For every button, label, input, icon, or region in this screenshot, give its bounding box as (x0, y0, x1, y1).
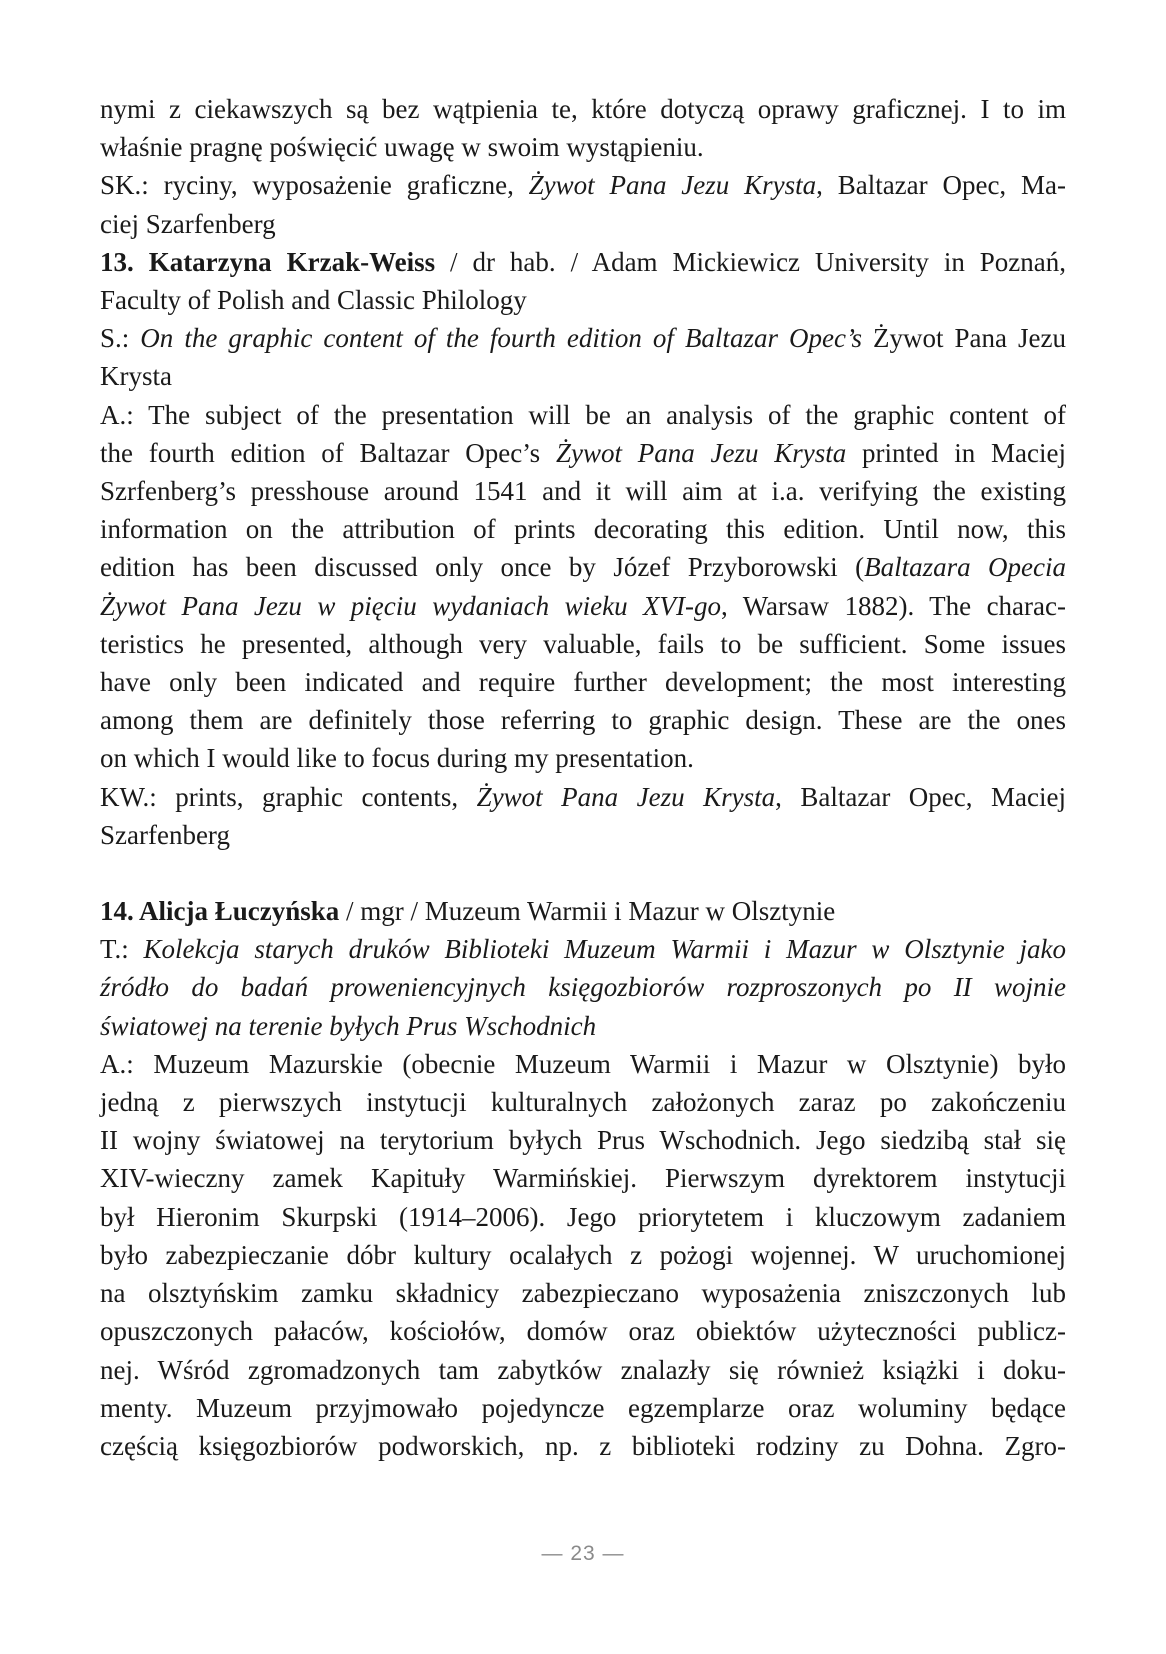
abstract-line (100, 396, 1066, 434)
keywords-text: ryciny, wyposażenie graficzne, (163, 170, 529, 201)
abstract-text: printed in Maciej (846, 437, 1066, 468)
abstract-line: był Hieronim Skurpski (1914–2006). Jego priorytetem i kluczowym zadaniem (100, 1201, 1066, 1232)
keywords-text: prints, graphic contents, (175, 781, 477, 812)
abstract-line: częścią księgozbiorów podworskich, np. z biblioteki rodziny zu Dohna. Zgro- (100, 1430, 1066, 1461)
abstract-line: on which I would like to focus during my presentation. (100, 743, 694, 774)
subject-title-roman: Żywot Pana Jezu (861, 323, 1066, 354)
author-line (100, 892, 1066, 930)
entry-separator (100, 854, 1066, 892)
subject-label: S.: (100, 323, 141, 354)
subject-title: On the graphic content of the fourth edition of Baltazar Opec’s (140, 323, 862, 354)
abstract-line: menty. Muzeum przyjmowało pojedyncze egzemplarze oraz woluminy będące (100, 1392, 1066, 1423)
abstract-label: A.: (100, 1048, 154, 1079)
title-text: Kolekcja starych druków Biblioteki Muzeum Warmii i Mazur w Olsztynie jako (143, 934, 1066, 965)
abstract-label: A.: (100, 399, 149, 430)
abstract-line: II wojny światowej na terytorium byłych Prus Wschodnich. Jego siedzibą stał się (100, 1125, 1066, 1156)
abstract-line: nej. Wśród zgromadzonych tam zabytków znalazły się również książki i doku- (100, 1354, 1066, 1385)
keywords-title: Żywot Pana Jezu Krysta (528, 170, 817, 201)
abstract-italic: Baltazara Opecia (864, 552, 1067, 583)
text-line: nymi z ciekawszych są bez wątpienia te, które dotyczą oprawy graficznej. I to im (100, 94, 1066, 124)
author-affiliation: Faculty of Polish and Classic Philology (100, 285, 527, 316)
abstract-line (100, 1045, 1066, 1083)
entry-13 (100, 243, 1066, 854)
keywords-line (100, 166, 1066, 204)
keywords-label: KW.: (100, 781, 176, 812)
abstract-line: opuszczonych pałaców, kościołów, domów oraz obiektów użyteczności publicz- (100, 1316, 1066, 1347)
abstract-line (100, 434, 1066, 472)
title-line (100, 1007, 1066, 1045)
title-line (100, 968, 1066, 1006)
abstract-italic: Żywot Pana Jezu w pięciu wydaniach wieku XVI-go (100, 590, 722, 621)
text-line: właśnie pragnę poświęcić uwagę w swoim wystąpieniu. (100, 132, 704, 163)
abstract-line: na olsztyńskim zamku składnicy zabezpieczano wyposażenia zniszczonych lub (100, 1278, 1066, 1309)
subject-line (100, 319, 1066, 357)
subject-line: Krysta (100, 361, 172, 392)
keywords-text: , Baltazar Opec, Ma- (816, 170, 1066, 201)
keywords-title: Żywot Pana Jezu Krysta (476, 781, 776, 812)
abstract-line: było zabezpieczanie dóbr kultury ocalałych z pożogi wojennej. W uruchomionej (100, 1239, 1066, 1270)
abstract-line (100, 548, 1066, 586)
entry-12-tail (100, 90, 1066, 243)
abstract-text: The subject of the presentation will be an analysis of the graphic content of (148, 399, 1066, 430)
keywords-line (100, 778, 1066, 816)
abstract-line: XIV-wieczny zamek Kapituły Warmińskiej. Pierwszym dyrektorem instytucji (100, 1163, 1066, 1194)
author-affiliation: / mgr / Muzeum Warmii i Mazur w Olsztynie (339, 896, 836, 927)
keywords-label: SK.: (100, 170, 164, 201)
abstract-line (100, 587, 1066, 625)
abstract-italic: Żywot Pana Jezu Krysta (555, 437, 847, 468)
abstract-text: the fourth edition of Baltazar Opec’s (100, 437, 556, 468)
abstract-line: among them are definitely those referring to graphic design. These are the ones (100, 705, 1066, 736)
abstract-line: Szrfenberg’s presshouse around 1541 and it will aim at i.a. verifying the existing (100, 476, 1066, 507)
abstract-line: have only been indicated and require further development; the most interesting (100, 667, 1066, 698)
page-body (100, 90, 1066, 1465)
abstract-line: jedną z pierwszych instytucji kulturalnych założonych zaraz po zakończeniu (100, 1087, 1066, 1118)
keywords-line: ciej Szarfenberg (100, 208, 276, 239)
title-line (100, 930, 1066, 968)
keywords-line: Szarfenberg (100, 819, 230, 850)
abstract-line: information on the attribution of prints decorating this edition. Until now, this (100, 514, 1066, 545)
title-text: źródło do badań proweniencyjnych księgozbiorów rozproszonych po II wojnie (100, 972, 1066, 1003)
title-label: T.: (100, 934, 144, 965)
abstract-line: teristics he presented, although very valuable, fails to be sufficient. Some issues (100, 628, 1066, 659)
abstract-text: Muzeum Mazurskie (obecnie Muzeum Warmii i Mazur w Olsztynie) było (153, 1048, 1067, 1079)
abstract-text: edition has been discussed only once by Józef Przyborowski ( (100, 552, 865, 583)
author-line (100, 243, 1066, 281)
author-affiliation: / dr hab. / Adam Mickiewicz University in Poznań, (435, 246, 1066, 277)
author-name: 13. Katarzyna Krzak-Weiss (100, 246, 436, 277)
keywords-text: , Baltazar Opec, Maciej (775, 781, 1066, 812)
title-text: światowej na terenie byłych Prus Wschodnich (100, 1010, 597, 1041)
author-name: 14. Alicja Łuczyńska (100, 896, 340, 927)
page-number: — 23 — (541, 1542, 625, 1565)
abstract-text: , Warsaw 1882). The charac- (721, 590, 1066, 621)
entry-14 (100, 892, 1066, 1465)
